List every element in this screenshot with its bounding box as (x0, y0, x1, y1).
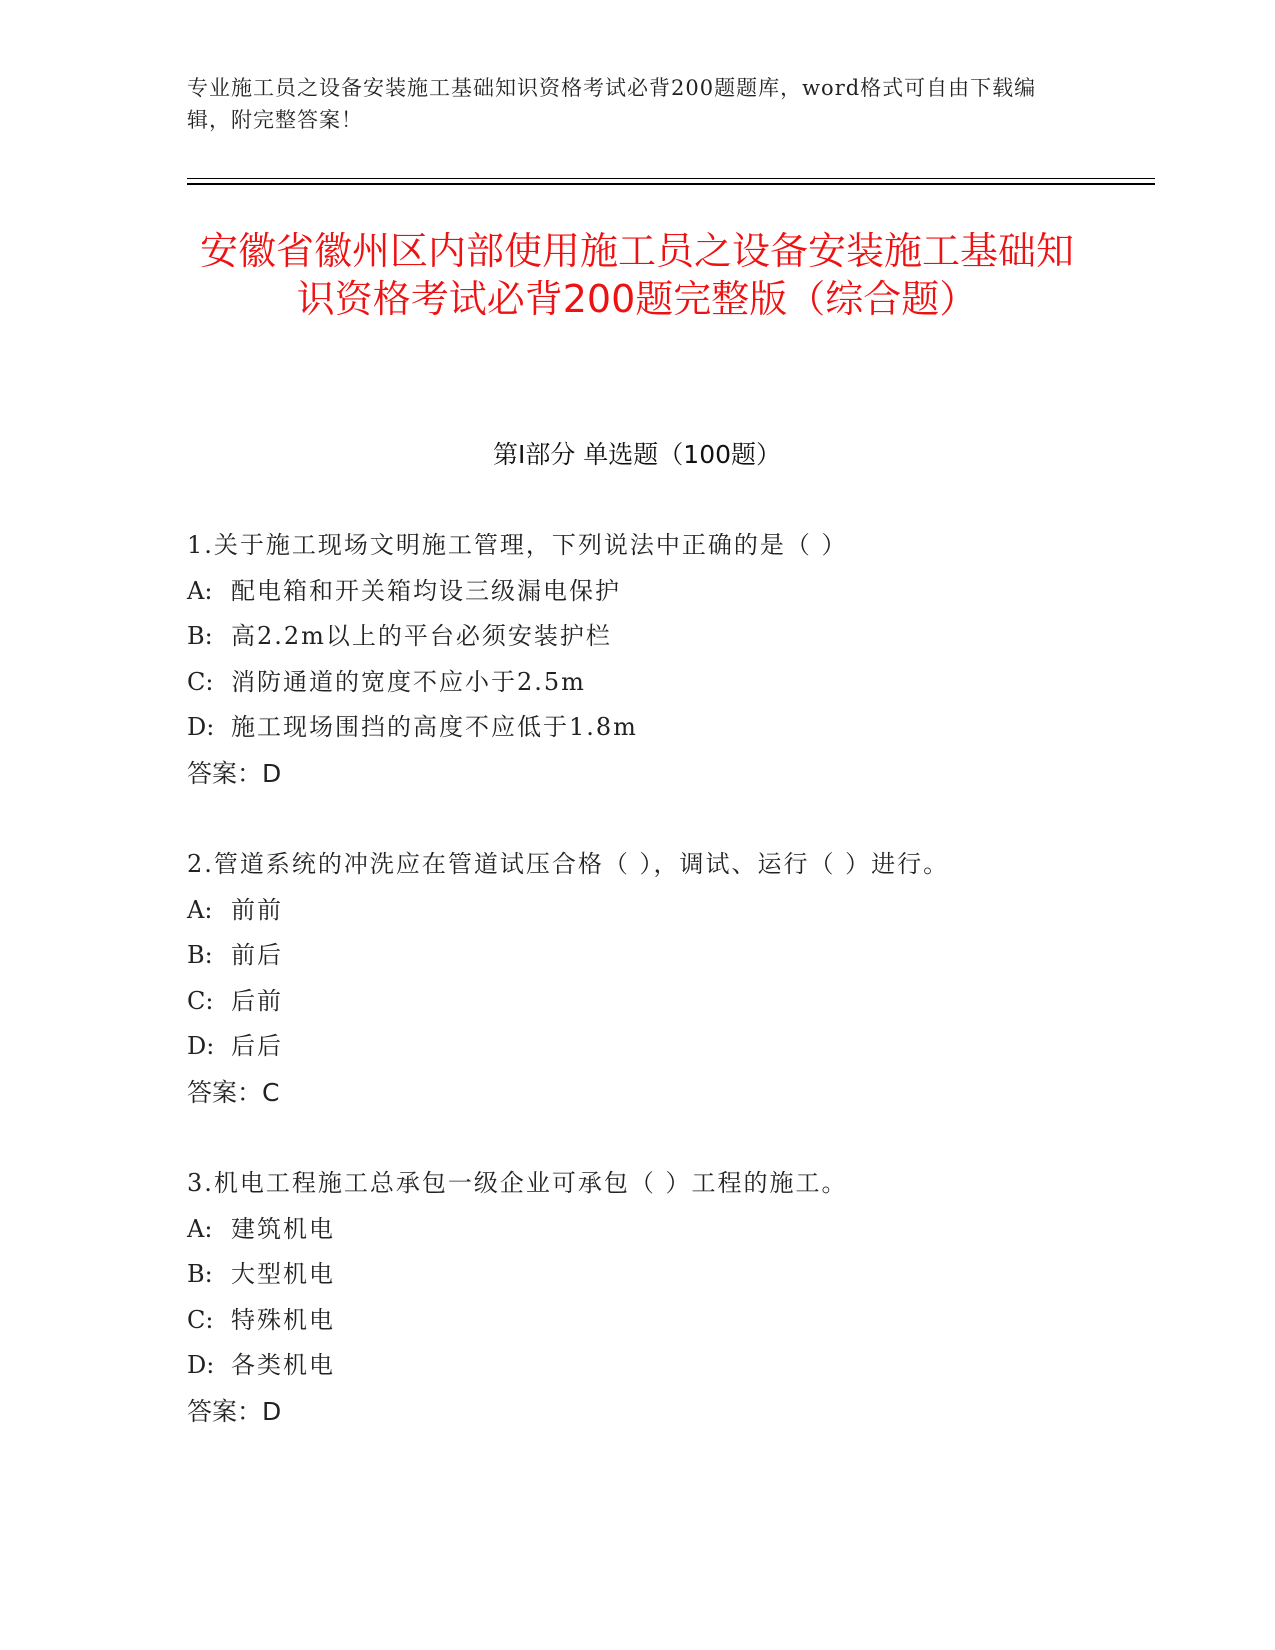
option-b (187, 1252, 1127, 1298)
answer-line: 答案：D (187, 1396, 282, 1426)
option-text: 各类机电 (231, 1351, 335, 1379)
question-stem: 3.机电工程施工总承包一级企业可承包（ ）工程的施工。 (187, 1169, 848, 1197)
option-text: 前前 (231, 895, 283, 924)
option-d (187, 705, 1127, 751)
option-letter: D: (187, 1351, 215, 1379)
option-c (187, 1298, 1127, 1344)
section-title: 第Ⅰ部分 单选题（100题） (492, 440, 782, 469)
option-d (187, 1343, 1127, 1389)
option-text: 大型机电 (231, 1260, 335, 1288)
option-a (187, 569, 1127, 615)
option-letter: C: (187, 667, 214, 696)
option-c (187, 660, 1127, 706)
header-note: 专业施工员之设备安装施工基础知识资格考试必背200题题库，word格式可自由下载编辑，附完整答案！ (187, 76, 1037, 132)
option-letter: C: (187, 1305, 214, 1334)
option-text: 后后 (231, 1032, 283, 1060)
header-divider-thick (187, 183, 1155, 185)
option-d (187, 1024, 1127, 1070)
option-letter: B: (187, 1260, 213, 1288)
option-letter: B: (187, 941, 213, 969)
option-text: 配电箱和开关箱均设三级漏电保护 (231, 576, 621, 605)
question-2 (187, 842, 1127, 1115)
option-letter: A: (187, 895, 213, 924)
option-letter: B: (187, 622, 213, 650)
document-title: 安徽省徽州区内部使用施工员之设备安装施工基础知识资格考试必背200题完整版（综合题） (199, 229, 1074, 321)
question-stem: 1.关于施工现场文明施工管理，下列说法中正确的是（ ） (187, 531, 848, 559)
option-b (187, 933, 1127, 979)
option-b (187, 614, 1127, 660)
answer-line: 答案：C (187, 1077, 280, 1107)
option-letter: A: (187, 1214, 213, 1243)
option-text: 特殊机电 (231, 1305, 335, 1334)
option-text: 后前 (231, 986, 283, 1015)
option-text: 前后 (231, 941, 283, 969)
option-a (187, 888, 1127, 934)
option-letter: D: (187, 713, 215, 741)
option-c (187, 979, 1127, 1025)
option-text: 消防通道的宽度不应小于2.5m (231, 667, 586, 696)
option-letter: A: (187, 576, 213, 605)
option-text: 施工现场围挡的高度不应低于1.8m (231, 713, 638, 741)
option-text: 高2.2m以上的平台必须安装护栏 (231, 622, 612, 650)
answer-line: 答案：D (187, 758, 282, 788)
question-3 (187, 1161, 1127, 1434)
option-letter: C: (187, 986, 214, 1015)
option-text: 建筑机电 (231, 1214, 335, 1243)
question-stem: 2.管道系统的冲洗应在管道试压合格（ ），调试、运行（ ）进行。 (187, 850, 950, 878)
option-a (187, 1207, 1127, 1253)
option-letter: D: (187, 1032, 215, 1060)
header-divider-thin (187, 178, 1155, 179)
question-1 (187, 523, 1127, 796)
